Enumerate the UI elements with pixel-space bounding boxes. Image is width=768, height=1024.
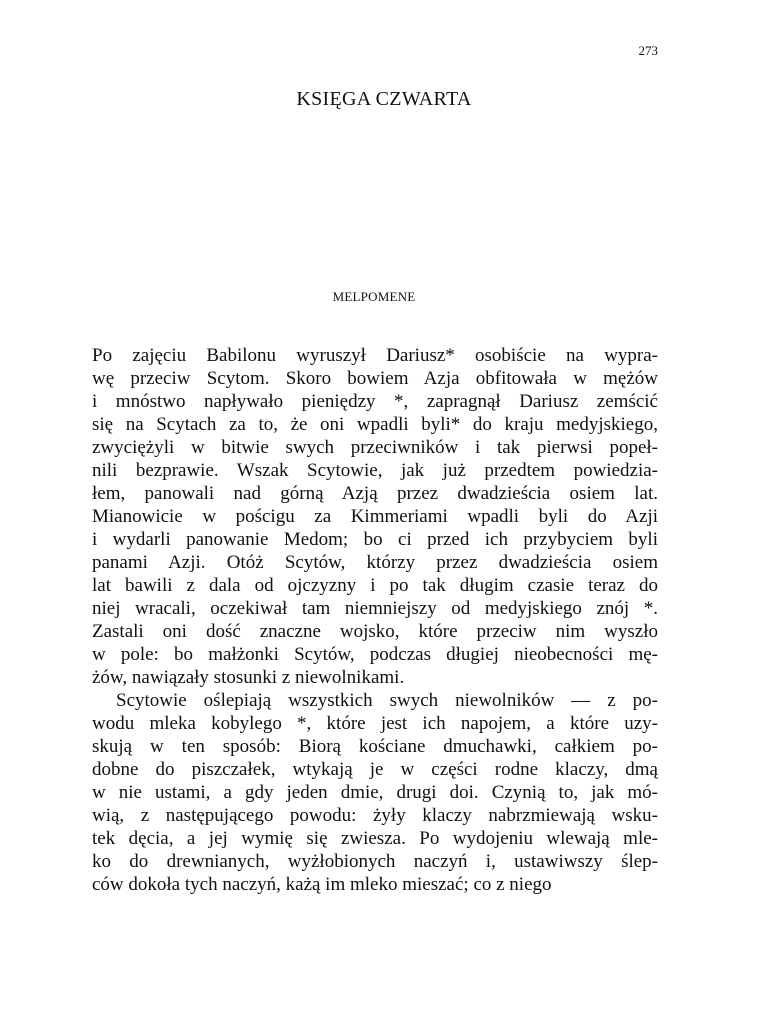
text-line: Mianowicie w pościgu za Kimmeriami wpadli byli do Azji [92,506,658,527]
text-line: wodu mleka kobylego *, które jest ich napojem, a które uzy- [92,713,658,734]
paragraph-1 [92,344,658,689]
book-subtitle: MELPOMENE [332,289,416,304]
text-line: zwyciężyli w bitwie swych przeciwników i tak pierwsi popeł- [92,437,658,458]
text-line: żów, nawiązały stosunki z niewolnikami. [92,667,405,688]
text-line: tek dęcia, a jej wymię się zwiesza. Po wydojeniu wlewają mle- [92,828,658,849]
text-line: Zastali oni dość znaczne wojsko, które przeciw nim wyszło [92,621,658,642]
book-title: KSIĘGA CZWARTA [296,88,472,110]
text-line: wę przeciw Scytom. Skoro bowiem Azja obfitowała w mężów [92,368,658,389]
text-line: nili bezprawie. Wszak Scytowie, jak już przedtem powiedzia- [92,460,658,481]
text-line: ców dokoła tych naczyń, każą im mleko mieszać; co z niego [92,874,552,895]
paragraph-2 [92,689,658,896]
text-line: skują w ten sposób: Biorą kościane dmuchawki, całkiem po- [92,736,658,757]
text-line: Scytowie oślepiają wszystkich swych niewolników — z po- [116,690,658,711]
text-line: się na Scytach za to, że oni wpadli byli* do kraju medyjskiego, [92,414,658,435]
text-line: niej wracali, oczekiwał tam niemniejszy od medyjskiego znój *. [92,598,658,619]
text-line: wią, z następującego powodu: żyły klaczy nabrzmiewają wsku- [92,805,658,826]
body-text [92,344,658,896]
text-line: Po zajęciu Babilonu wyruszył Dariusz* osobiście na wypra- [92,345,658,366]
text-line: panami Azji. Otóż Scytów, którzy przez dwadzieścia osiem [92,552,658,573]
text-line: ko do drewnianych, wyżłobionych naczyń i, ustawiwszy ślep- [92,851,658,872]
text-line: i mnóstwo napływało pieniędzy *, zapragnął Dariusz zemścić [92,391,658,412]
text-line: łem, panowali nad górną Azją przez dwadzieścia osiem lat. [92,483,658,504]
text-line: w nie ustami, a gdy jeden dmie, drugi doi. Czynią to, jak mó- [92,782,658,803]
text-line: dobne do piszczałek, wtykają je w części rodne klaczy, dmą [92,759,658,780]
text-line: i wydarli panowanie Medom; bo ci przed ich przybyciem byli [92,529,658,550]
page-number: 273 [638,43,658,58]
text-line: lat bawili z dala od ojczyzny i po tak długim czasie teraz do [92,575,658,596]
text-line: w pole: bo małżonki Scytów, podczas długiej nieobecności mę- [92,644,658,665]
